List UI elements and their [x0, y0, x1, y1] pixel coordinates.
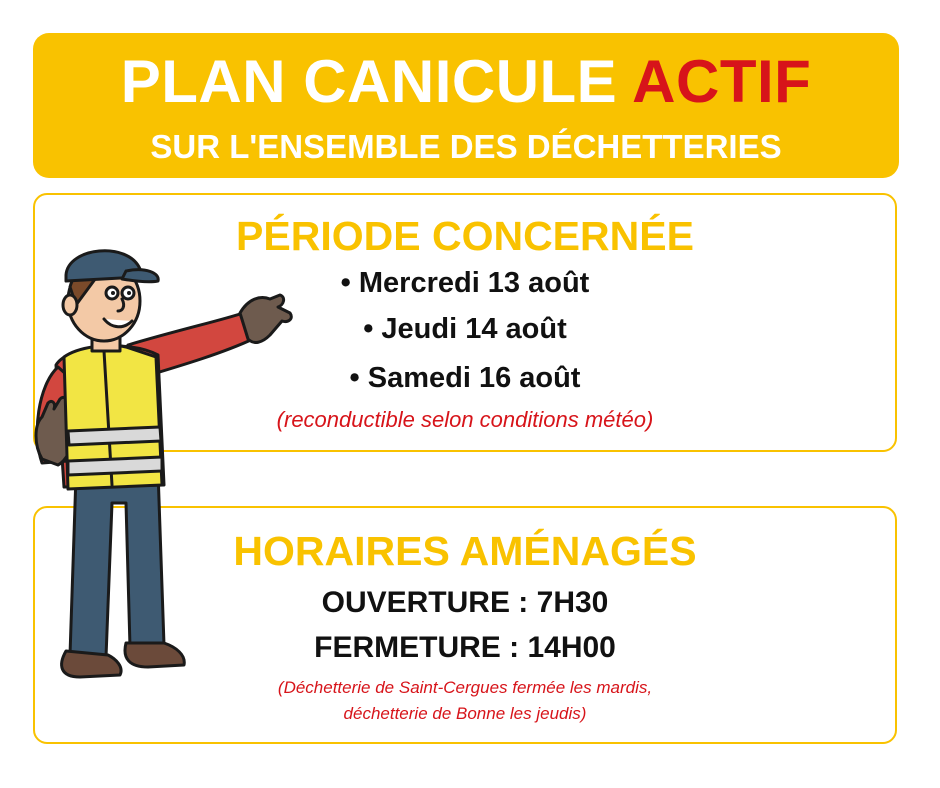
- banner-title-main: PLAN CANICULE: [120, 48, 618, 115]
- banner-title-accent: ACTIF: [632, 48, 812, 115]
- banner-subtitle: SUR L'ENSEMBLE DES DÉCHETTERIES: [150, 128, 782, 165]
- periode-note: (reconductible selon conditions météo): [276, 407, 654, 432]
- periode-day-1: • Mercredi 13 août: [340, 267, 590, 299]
- horaires-heading: HORAIRES AMÉNAGÉS: [233, 528, 697, 574]
- worker-illustration: [8, 235, 308, 695]
- periode-day-3: • Samedi 16 août: [349, 362, 581, 394]
- header-banner: [33, 33, 899, 178]
- horaires-note-line1: (Déchetterie de Saint-Cergues fermée les mardis,: [277, 678, 653, 697]
- horaires-ouverture: OUVERTURE : 7H30: [321, 586, 609, 619]
- periode-day-2: • Jeudi 14 août: [363, 313, 567, 345]
- horaires-note-line2: déchetterie de Bonne les jeudis): [343, 704, 587, 723]
- periode-heading: PÉRIODE CONCERNÉE: [236, 213, 694, 259]
- banner-title: [33, 47, 899, 116]
- horaires-fermeture: FERMETURE : 14H00: [314, 631, 616, 664]
